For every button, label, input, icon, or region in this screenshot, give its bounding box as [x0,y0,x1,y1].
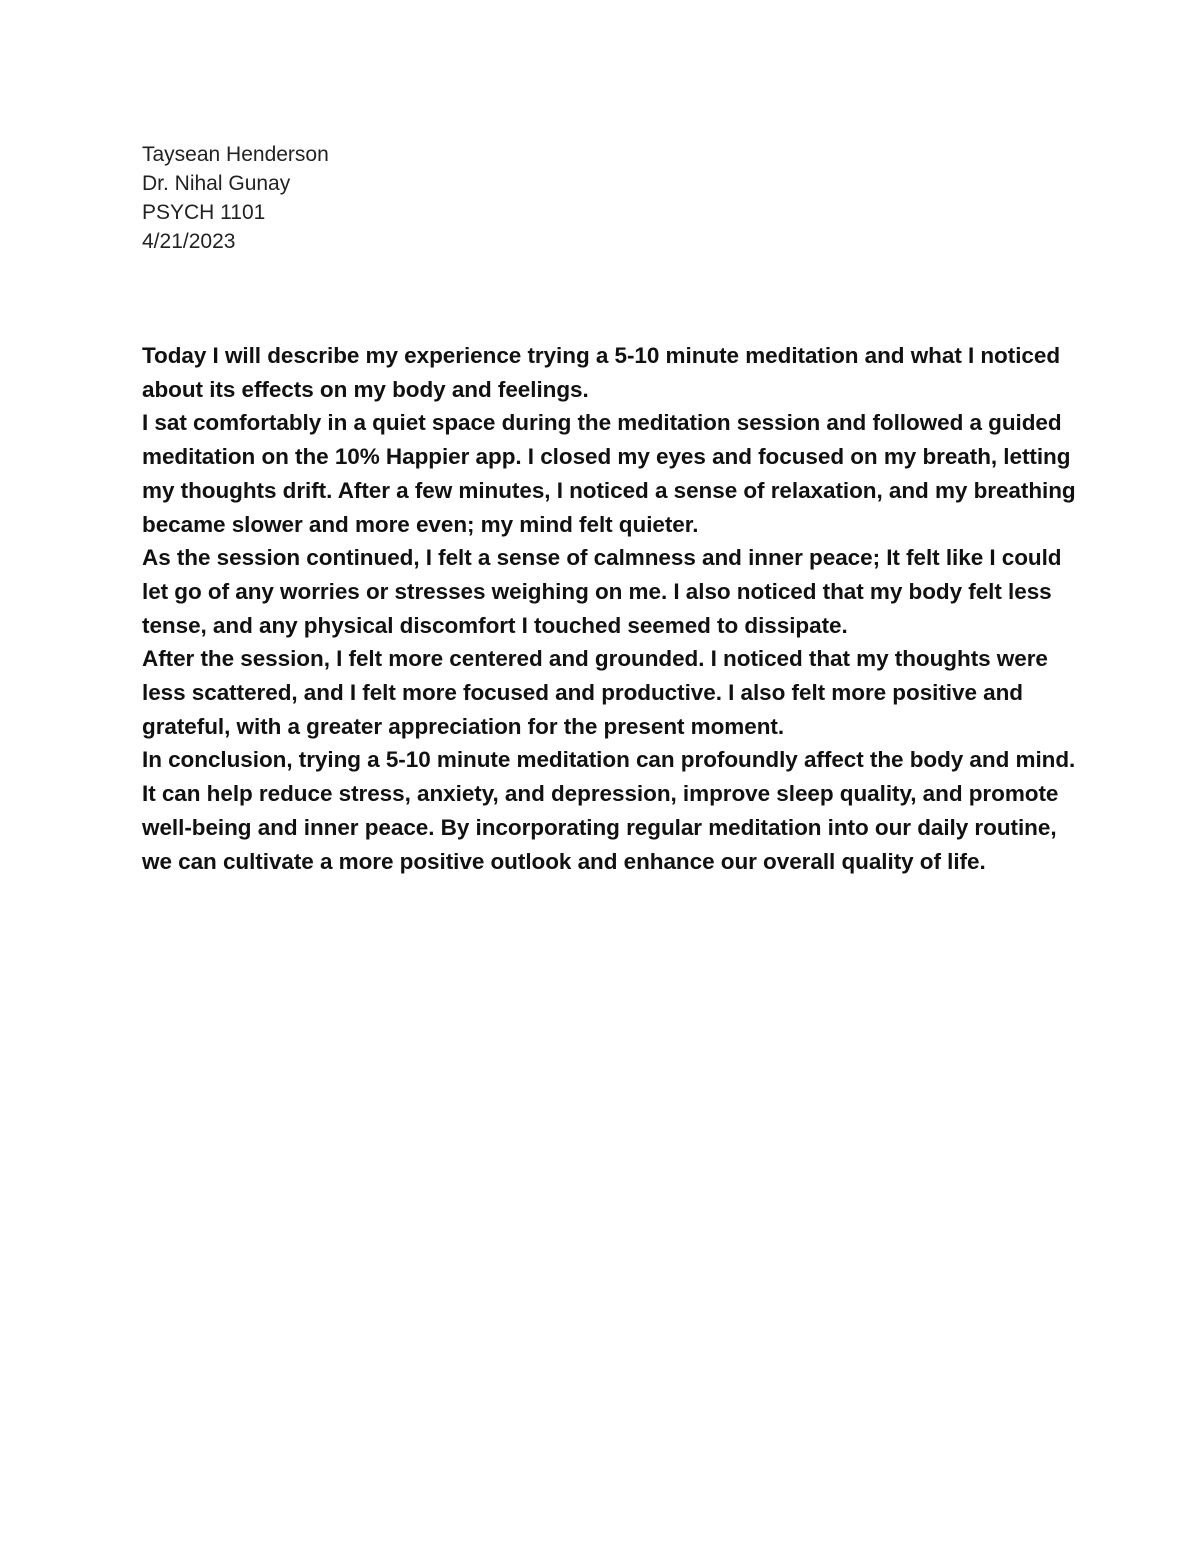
paragraph-after-session: After the session, I felt more centered and grounded. I noticed that my thoughts were less scattered, and I felt more focused and productive. I also felt more positive and grateful, with a greater appreciation for the present moment. [142,646,1048,739]
student-name: Taysean Henderson [142,143,329,166]
document-body [142,339,1082,878]
course-code: PSYCH 1101 [142,201,266,224]
paragraph-session: I sat comfortably in a quiet space during the meditation session and followed a guided meditation on the 10% Happier app. I closed my eyes and focused on my breath, letting my thoughts drift. After a few minutes, I noticed a sense of relaxation, and my breathing became slower and more even; my mind felt quieter. [142,410,1076,537]
document-header [142,140,1042,256]
instructor-name: Dr. Nihal Gunay [142,172,291,195]
document-date: 4/21/2023 [142,230,236,253]
paragraph-conclusion: In conclusion, trying a 5-10 minute meditation can profoundly affect the body and mind. It can help reduce stress, anxiety, and depression, improve sleep quality, and promote well-being and inner peace. By incorporating regular meditation into our daily routine, we can cultivate a more positive outlook and enhance our overall quality of life. [142,747,1076,874]
paragraph-introduction: Today I will describe my experience trying a 5-10 minute meditation and what I noticed about its effects on my body and feelings. [142,343,1061,402]
paragraph-continuation: As the session continued, I felt a sense of calmness and inner peace; It felt like I could let go of any worries or stresses weighing on me. I also noticed that my body felt less tense, and any physical discomfort I touched seemed to dissipate. [142,545,1062,638]
